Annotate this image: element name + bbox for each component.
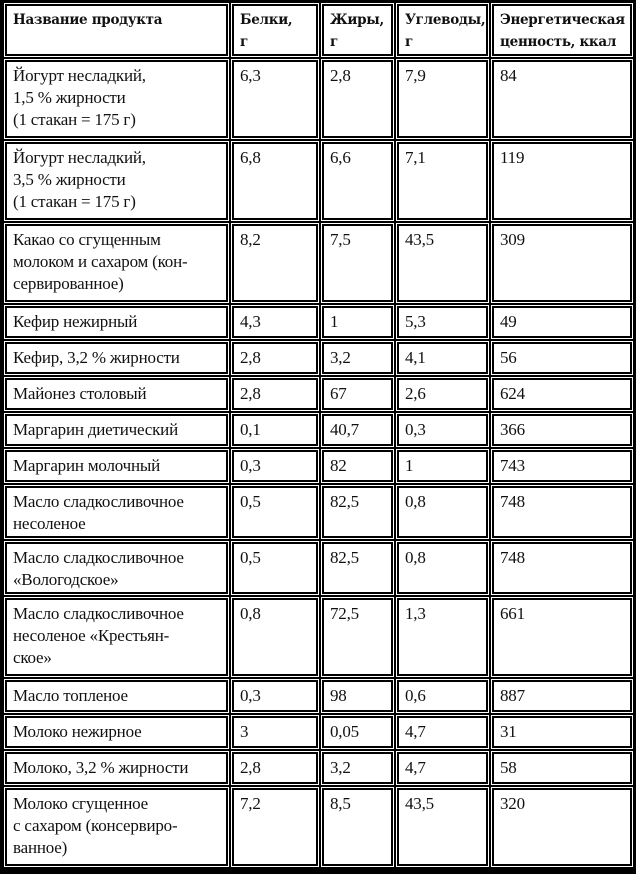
- cell-energy: 366: [492, 414, 632, 446]
- cell-carbs: 4,7: [397, 752, 488, 784]
- cell-energy: 624: [492, 378, 632, 410]
- cell-product-name: Молоко сгущенное с сахаром (консервиро- ванное): [5, 788, 228, 866]
- cell-product-name: Молоко нежирное: [5, 716, 228, 748]
- cell-fat: 6,6: [322, 142, 393, 220]
- cell-fat: 2,8: [322, 60, 393, 138]
- header-protein: Белки, г: [232, 4, 318, 56]
- cell-carbs: 1: [397, 450, 488, 482]
- header-fat: Жиры, г: [322, 4, 393, 56]
- cell-energy: 119: [492, 142, 632, 220]
- header-carbs: Углеводы, г: [397, 4, 488, 56]
- cell-carbs: 0,8: [397, 542, 488, 594]
- cell-energy: 309: [492, 224, 632, 302]
- cell-fat: 98: [322, 680, 393, 712]
- cell-carbs: 43,5: [397, 224, 488, 302]
- cell-fat: 7,5: [322, 224, 393, 302]
- cell-protein: 8,2: [232, 224, 318, 302]
- cell-energy: 320: [492, 788, 632, 866]
- cell-carbs: 43,5: [397, 788, 488, 866]
- cell-carbs: 1,3: [397, 598, 488, 676]
- cell-carbs: 0,6: [397, 680, 488, 712]
- cell-fat: 72,5: [322, 598, 393, 676]
- cell-protein: 4,3: [232, 306, 318, 338]
- cell-energy: 31: [492, 716, 632, 748]
- cell-energy: 661: [492, 598, 632, 676]
- cell-protein: 2,8: [232, 342, 318, 374]
- cell-fat: 67: [322, 378, 393, 410]
- header-energy: Энергетическая ценность, ккал: [492, 4, 632, 56]
- cell-energy: 58: [492, 752, 632, 784]
- cell-product-name: Масло сладкосливочное несоленое: [5, 486, 228, 538]
- cell-product-name: Майонез столовый: [5, 378, 228, 410]
- cell-product-name: Молоко, 3,2 % жирности: [5, 752, 228, 784]
- cell-fat: 0,05: [322, 716, 393, 748]
- cell-protein: 0,5: [232, 542, 318, 594]
- cell-protein: 7,2: [232, 788, 318, 866]
- cell-fat: 1: [322, 306, 393, 338]
- cell-fat: 8,5: [322, 788, 393, 866]
- cell-fat: 40,7: [322, 414, 393, 446]
- cell-energy: 748: [492, 486, 632, 538]
- cell-energy: 887: [492, 680, 632, 712]
- cell-product-name: Маргарин диетический: [5, 414, 228, 446]
- header-product-name: Название продукта: [5, 4, 228, 56]
- cell-carbs: 5,3: [397, 306, 488, 338]
- cell-energy: 56: [492, 342, 632, 374]
- cell-fat: 82,5: [322, 486, 393, 538]
- cell-fat: 82: [322, 450, 393, 482]
- cell-carbs: 7,1: [397, 142, 488, 220]
- cell-product-name: Какао со сгущенным молоком и сахаром (кон- сервированное): [5, 224, 228, 302]
- cell-fat: 3,2: [322, 342, 393, 374]
- cell-carbs: 0,8: [397, 486, 488, 538]
- cell-carbs: 0,3: [397, 414, 488, 446]
- cell-protein: 3: [232, 716, 318, 748]
- cell-protein: 0,3: [232, 680, 318, 712]
- cell-protein: 2,8: [232, 378, 318, 410]
- cell-protein: 6,8: [232, 142, 318, 220]
- cell-protein: 2,8: [232, 752, 318, 784]
- cell-product-name: Кефир нежирный: [5, 306, 228, 338]
- cell-carbs: 2,6: [397, 378, 488, 410]
- cell-protein: 0,3: [232, 450, 318, 482]
- cell-energy: 743: [492, 450, 632, 482]
- cell-product-name: Йогурт несладкий, 3,5 % жирности (1 стакан = 175 г): [5, 142, 228, 220]
- cell-energy: 84: [492, 60, 632, 138]
- cell-product-name: Масло сладкосливочное «Вологодское»: [5, 542, 228, 594]
- cell-protein: 0,8: [232, 598, 318, 676]
- cell-product-name: Маргарин молочный: [5, 450, 228, 482]
- cell-energy: 49: [492, 306, 632, 338]
- cell-protein: 0,1: [232, 414, 318, 446]
- cell-product-name: Кефир, 3,2 % жирности: [5, 342, 228, 374]
- cell-fat: 3,2: [322, 752, 393, 784]
- cell-product-name: Масло топленое: [5, 680, 228, 712]
- cell-fat: 82,5: [322, 542, 393, 594]
- cell-carbs: 7,9: [397, 60, 488, 138]
- cell-protein: 6,3: [232, 60, 318, 138]
- cell-energy: 748: [492, 542, 632, 594]
- cell-carbs: 4,7: [397, 716, 488, 748]
- cell-carbs: 4,1: [397, 342, 488, 374]
- cell-product-name: Йогурт несладкий, 1,5 % жирности (1 стакан = 175 г): [5, 60, 228, 138]
- cell-protein: 0,5: [232, 486, 318, 538]
- cell-product-name: Масло сладкосливочное несоленое «Крестьян- ское»: [5, 598, 228, 676]
